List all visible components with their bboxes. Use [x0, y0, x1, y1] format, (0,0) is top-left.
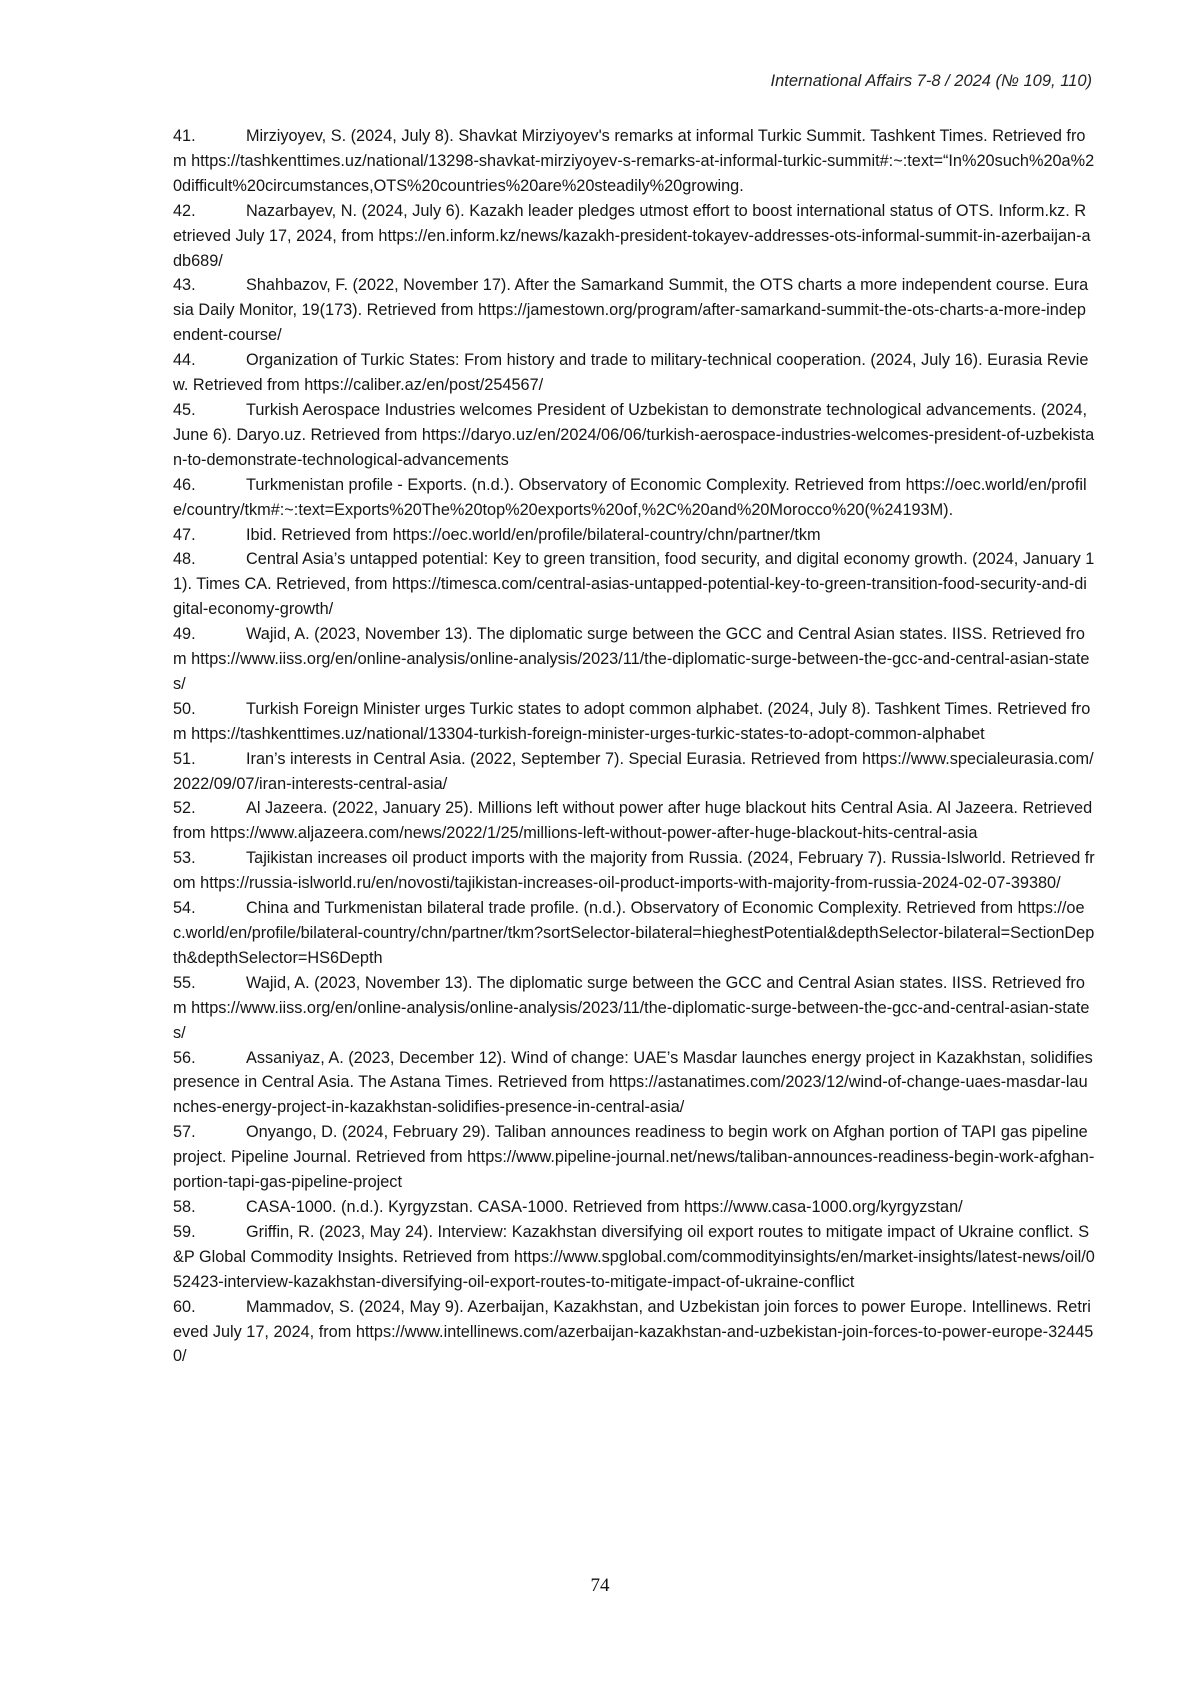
reference-number: 41.: [173, 127, 196, 145]
reference-text: Mirziyoyev, S. (2024, July 8). Shavkat Mirziyoyev's remarks at informal Turkic Summit. Tashkent Times. Retrieved from https://tashkenttimes.uz/national/13298-shavkat-mirziyoyev-s-remarks-at-informal-turkic-summit#:~:text=“In%20such%20a%20difficult%20circumstances,OTS%20countries%20are%20steadily%20growing.: [173, 127, 1095, 195]
reference-number: 52.: [173, 799, 196, 818]
reference-text: Ibid. Retrieved from https://oec.world/en/profile/bilateral-country/chn/partner/tkm: [246, 525, 821, 544]
reference-item: [173, 473, 1095, 523]
reference-text: Organization of Turkic States: From history and trade to military-technical cooperation. (2024, July 16). Eurasia Review. Retrieved from https://caliber.az/en/post/254567/: [173, 351, 1089, 395]
reference-number: 49.: [173, 625, 196, 644]
reference-item: [173, 622, 1095, 697]
reference-number: 60.: [173, 1297, 196, 1316]
reference-item: [173, 1046, 1095, 1121]
reference-text: Turkish Aerospace Industries welcomes President of Uzbekistan to demonstrate technological advancements. (2024, June 6). Daryo.uz. Retrieved from https://daryo.uz/en/2024/06/06/turkish-aerospace-industries-welcomes-president-of-uzbekistan-to-demonstrate-technological-advancements: [173, 400, 1095, 469]
reference-text: Assaniyaz, A. (2023, December 12). Wind of change: UAE’s Masdar launches energy project in Kazakhstan, solidifies presence in Central Asia. The Astana Times. Retrieved from https://astanatimes.com/2023/12/wind-of-change-uaes-masdar-launches-energy-project-in-kazakhstan-solidifies-presence-in-central-asia/: [173, 1048, 1093, 1117]
reference-item: [173, 124, 1095, 199]
reference-text: Tajikistan increases oil product imports with the majority from Russia. (2024, February 7). Russia-Islworld. Retrieved from https://russia-islworld.ru/en/novosti/tajikistan-increases-oil-product-imports-with-majority-from-russia-2024-02-07-39380/: [173, 849, 1095, 893]
reference-item: [173, 1295, 1095, 1370]
reference-number: 42.: [173, 201, 196, 220]
reference-number: 53.: [173, 849, 196, 868]
reference-number: 51.: [173, 749, 196, 768]
reference-text: Onyango, D. (2024, February 29). Taliban announces readiness to begin work on Afghan portion of TAPI gas pipeline project. Pipeline Journal. Retrieved from https://www.pipeline-journal.net/news/taliban-announces-readiness-begin-work-afghan-portion-tapi-gas-pipeline-project: [173, 1123, 1095, 1192]
reference-text: Central Asia’s untapped potential: Key to green transition, food security, and digital economy growth. (2024, January 11). Times CA. Retrieved, from https://timesca.com/central-asias-untapped-potential-key-to-green-transition-food-security-and-digital-economy-growth/: [173, 550, 1095, 619]
reference-text: Mammadov, S. (2024, May 9). Azerbaijan, Kazakhstan, and Uzbekistan join forces to power Europe. Intellinews. Retrieved July 17, 2024, from https://www.intellinews.com/azerbaijan-kazakhstan-and-uzbekistan-join-forces-to-power-europe-324450/: [173, 1297, 1094, 1366]
reference-item: [173, 747, 1095, 797]
reference-text: Nazarbayev, N. (2024, July 6). Kazakh leader pledges utmost effort to boost international status of OTS. Inform.kz. Retrieved July 17, 2024, from https://en.inform.kz/news/kazakh-president-tokayev-addresses-ots-informal-summit-in-azerbaijan-adb689/: [173, 201, 1091, 270]
reference-item: [173, 846, 1095, 896]
reference-number: 43.: [173, 276, 196, 295]
reference-item: [173, 1220, 1095, 1295]
page-number: 74: [590, 1575, 610, 1596]
reference-number: 57.: [173, 1123, 196, 1142]
reference-text: Shahbazov, F. (2022, November 17). After the Samarkand Summit, the OTS charts a more independent course. Eurasia Daily Monitor, 19(173). Retrieved from https://jamestown.org/program/after-samarkand-summit-the-ots-charts-a-more-independent-course/: [173, 276, 1089, 345]
reference-item: [173, 523, 1095, 548]
reference-item: [173, 199, 1095, 274]
reference-number: 45.: [173, 400, 196, 419]
reference-item: [173, 273, 1095, 348]
reference-item: [173, 1120, 1095, 1195]
reference-number: 59.: [173, 1222, 196, 1241]
reference-text: Wajid, A. (2023, November 13). The diplomatic surge between the GCC and Central Asian states. IISS. Retrieved from https://www.iiss.org/en/online-analysis/online-analysis/2023/11/the-diplomatic-surge-between-the-gcc-and-central-asian-states/: [173, 973, 1090, 1042]
running-header: International Affairs 7-8 / 2024 (№ 109, 110): [770, 72, 1092, 90]
reference-text: Turkmenistan profile - Exports. (n.d.). Observatory of Economic Complexity. Retrieved from https://oec.world/en/profile/country/tkm#:~:text=Exports%20The%20top%20exports%20of,%2C%20and%20Morocco%20(%24193M).: [173, 475, 1087, 519]
reference-item: [173, 398, 1095, 473]
reference-number: 48.: [173, 550, 196, 569]
reference-item: [173, 796, 1095, 846]
reference-item: [173, 896, 1095, 971]
reference-text: China and Turkmenistan bilateral trade profile. (n.d.). Observatory of Economic Complexity. Retrieved from https://oec.world/en/profile/bilateral-country/chn/partner/tkm?sortSelector-bilateral=hieghestPotential&depthSelector-bilateral=SectionDepth&depthSelector=HS6Depth: [173, 899, 1095, 967]
reference-text: Iran’s interests in Central Asia. (2022, September 7). Special Eurasia. Retrieved from https://www.specialeurasia.com/2022/09/07/iran-interests-central-asia/: [173, 749, 1094, 793]
reference-text: CASA-1000. (n.d.). Kyrgyzstan. CASA-1000. Retrieved from https://www.casa-1000.org/kyrgyzstan/: [246, 1197, 963, 1216]
reference-text: Griffin, R. (2023, May 24). Interview: Kazakhstan diversifying oil export routes to mitigate impact of Ukraine conflict. S&P Global Commodity Insights. Retrieved from https://www.spglobal.com/commodityinsights/en/market-insights/latest-news/oil/052423-interview-kazakhstan-diversifying-oil-export-routes-to-mitigate-impact-of-ukraine-conflict: [173, 1222, 1095, 1291]
reference-text: Wajid, A. (2023, November 13). The diplomatic surge between the GCC and Central Asian states. IISS. Retrieved from https://www.iiss.org/en/online-analysis/online-analysis/2023/11/the-diplomatic-surge-between-the-gcc-and-central-asian-states/: [173, 625, 1090, 693]
reference-number: 44.: [173, 351, 196, 370]
reference-number: 55.: [173, 973, 196, 992]
reference-item: [173, 547, 1095, 622]
reference-number: 54.: [173, 899, 196, 918]
reference-number: 46.: [173, 475, 196, 494]
reference-item: [173, 348, 1095, 398]
reference-text: Al Jazeera. (2022, January 25). Millions left without power after huge blackout hits Central Asia. Al Jazeera. Retrieved from https://www.aljazeera.com/news/2022/1/25/millions-left-without-power-after-huge-blackout-hits-central-asia: [173, 799, 1093, 843]
reference-item: [173, 697, 1095, 747]
reference-list: [173, 124, 1095, 1369]
reference-item: [173, 971, 1095, 1046]
reference-number: 56.: [173, 1048, 196, 1067]
reference-text: Turkish Foreign Minister urges Turkic states to adopt common alphabet. (2024, July 8). Tashkent Times. Retrieved from https://tashkenttimes.uz/national/13304-turkish-foreign-minister-urges-turkic-states-to-adopt-common-alphabet: [173, 699, 1091, 743]
reference-number: 47.: [173, 525, 196, 544]
reference-item: [173, 1195, 1095, 1220]
reference-number: 50.: [173, 699, 196, 718]
reference-number: 58.: [173, 1197, 196, 1216]
